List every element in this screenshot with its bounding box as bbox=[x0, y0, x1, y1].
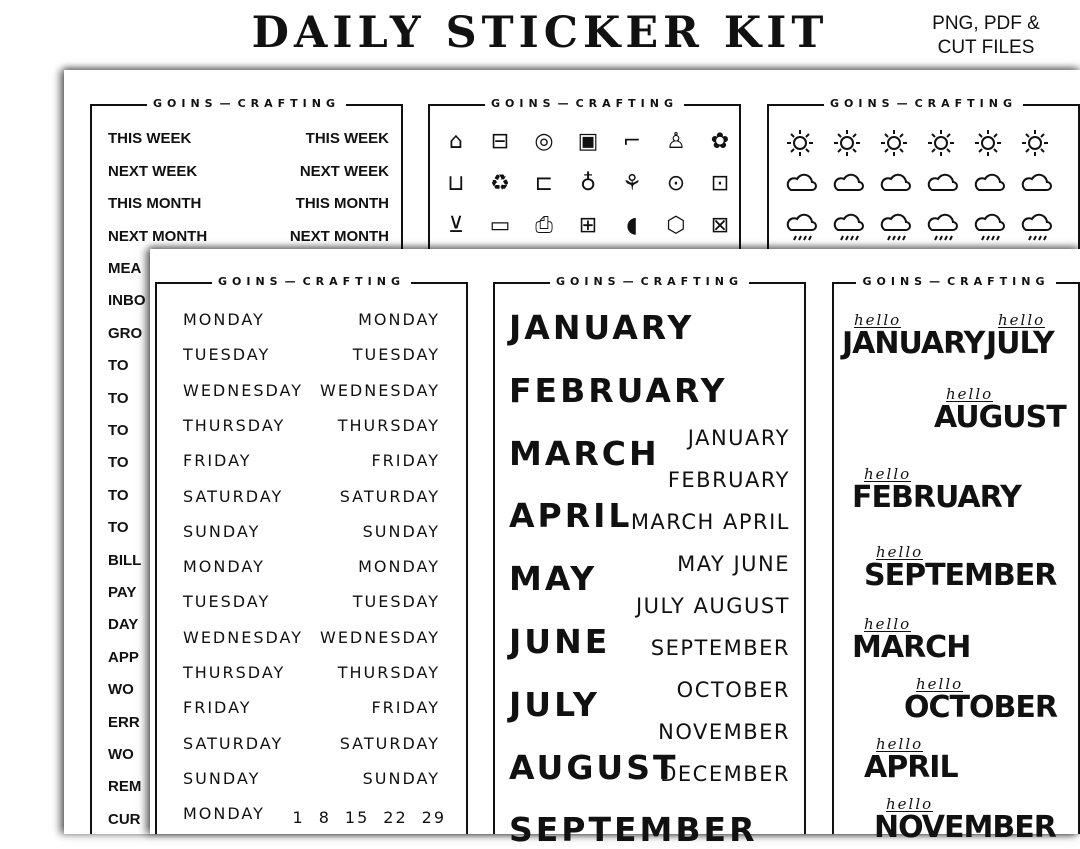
hello-script: hello bbox=[886, 795, 934, 813]
hello-script: hello bbox=[854, 311, 902, 329]
date-number: 15 bbox=[344, 808, 370, 828]
planner-row-left: TO bbox=[108, 389, 129, 407]
brand-dash: — bbox=[284, 275, 301, 288]
planner-row-left: THIS MONTH bbox=[108, 195, 202, 212]
piggy-bank-icon: ◖ bbox=[626, 213, 638, 238]
rain-icon bbox=[785, 212, 817, 242]
day-label-right: WEDNESDAY bbox=[320, 380, 440, 400]
hello-month-label: APRIL bbox=[864, 750, 958, 785]
planner-row-left: CUR bbox=[108, 810, 141, 828]
hello-month-label: JANUARY bbox=[842, 326, 985, 361]
day-label-right: SUNDAY bbox=[362, 521, 440, 541]
days-panel bbox=[155, 275, 468, 834]
day-label-left: MONDAY bbox=[183, 310, 265, 329]
hello-script: hello bbox=[916, 675, 964, 693]
day-label-right: THURSDAY bbox=[337, 415, 440, 435]
brand-right: CRAFTING bbox=[237, 97, 340, 110]
hello-script: hello bbox=[876, 735, 924, 753]
receipt-icon: ⎙ bbox=[535, 213, 553, 238]
brand-text bbox=[485, 97, 684, 110]
brand-left: GOINS bbox=[490, 97, 556, 110]
sun-icon bbox=[785, 128, 817, 158]
formats-line-2: CUT FILES bbox=[937, 37, 1035, 58]
planner-row-left: DAY bbox=[108, 616, 139, 634]
brand-label bbox=[495, 275, 804, 288]
cloud-icon bbox=[973, 170, 1005, 200]
planner-row-left: MEA bbox=[108, 260, 142, 277]
hello-month-label: OCTOBER bbox=[904, 690, 1057, 725]
day-label-left: TUESDAY bbox=[183, 345, 271, 365]
planner-row-left: TO bbox=[108, 357, 129, 375]
brand-dash: — bbox=[622, 275, 639, 288]
date-number: 1 bbox=[292, 808, 305, 828]
planner-row-left: TO bbox=[108, 422, 129, 439]
cloud-icon bbox=[879, 170, 911, 200]
date-number: 8 bbox=[318, 808, 331, 828]
vacuum-icon: ⌐ bbox=[622, 129, 642, 154]
planner-row-left: NEXT WEEK bbox=[108, 162, 198, 180]
planner-row-left: TO bbox=[108, 486, 129, 504]
car-icon: ⊡ bbox=[710, 171, 730, 196]
broom-icon: ♙ bbox=[666, 129, 686, 154]
day-label-left: FRIDAY bbox=[183, 451, 252, 471]
hello-month-label: MARCH bbox=[852, 630, 971, 665]
planner-row-right: THIS MONTH bbox=[295, 195, 389, 212]
big-month-label: APRIL bbox=[509, 496, 633, 536]
cloud-icon bbox=[832, 170, 864, 200]
big-month-label: JULY bbox=[509, 684, 600, 724]
package-icon: ⬡ bbox=[666, 213, 686, 238]
bed-icon: ⊏ bbox=[534, 171, 554, 196]
day-label-left: TUESDAY bbox=[183, 592, 271, 612]
day-label-right: THURSDAY bbox=[337, 663, 440, 682]
planner-row-left: TO bbox=[108, 519, 129, 537]
day-label-left: FRIDAY bbox=[183, 698, 252, 718]
big-month-label: MAY bbox=[509, 559, 598, 599]
formats-line-1: PNG, PDF & bbox=[932, 13, 1040, 34]
sun-icon bbox=[926, 128, 958, 158]
cart-icon: ⊻ bbox=[447, 213, 465, 238]
big-month-label: AUGUST bbox=[509, 747, 679, 787]
brand-text bbox=[856, 275, 1055, 288]
planner-row-right: NEXT MONTH bbox=[289, 227, 389, 245]
brand-left: GOINS bbox=[217, 275, 283, 288]
brand-left: GOINS bbox=[555, 275, 621, 288]
day-label-right: SATURDAY bbox=[339, 486, 440, 506]
basket-icon: ⊠ bbox=[710, 213, 730, 238]
brand-dash: — bbox=[929, 275, 946, 288]
cloud-icon bbox=[1020, 170, 1052, 200]
planner-row-right: NEXT WEEK bbox=[299, 162, 389, 180]
hello-script: hello bbox=[864, 615, 912, 633]
big-month-label: JUNE bbox=[509, 622, 611, 661]
day-label-right: FRIDAY bbox=[371, 698, 440, 718]
hello-script: hello bbox=[946, 385, 994, 403]
recycle-icon: ♻ bbox=[490, 171, 510, 196]
small-month-label: MARCH APRIL bbox=[630, 510, 790, 534]
months-panel bbox=[493, 275, 806, 849]
planner-row-left: BILL bbox=[108, 551, 142, 569]
small-month-label: FEBRUARY bbox=[667, 468, 790, 492]
plant-icon: ⚘ bbox=[622, 171, 642, 196]
hello-script: hello bbox=[864, 465, 912, 483]
day-label-right: SATURDAY bbox=[339, 733, 440, 753]
hello-month-label: JULY bbox=[986, 326, 1054, 361]
planner-row-left: REM bbox=[108, 778, 142, 796]
brand-right: CRAFTING bbox=[947, 275, 1050, 288]
hello-month-label: FEBRUARY bbox=[852, 480, 1021, 515]
small-month-label: MAY JUNE bbox=[677, 552, 790, 576]
day-label-right: TUESDAY bbox=[352, 592, 440, 612]
brand-right: CRAFTING bbox=[914, 97, 1017, 110]
front-sticker-sheet bbox=[150, 249, 1080, 849]
hello-month-label: AUGUST bbox=[934, 400, 1066, 435]
plate-icon: ◎ bbox=[534, 129, 554, 154]
date-number: 22 bbox=[383, 808, 408, 828]
brand-text bbox=[824, 97, 1023, 110]
page-title: DAILY STICKER KIT bbox=[251, 8, 829, 58]
hello-script: hello bbox=[998, 311, 1046, 329]
day-label-right: WEDNESDAY bbox=[320, 627, 440, 647]
rain-icon bbox=[832, 212, 864, 242]
hello-months-panel bbox=[832, 275, 1080, 845]
hello-script: hello bbox=[876, 543, 924, 561]
planner-row-left: INBO bbox=[108, 292, 146, 310]
brand-dash: — bbox=[219, 97, 236, 110]
small-month-label: JANUARY bbox=[687, 426, 790, 450]
brand-right: CRAFTING bbox=[575, 97, 678, 110]
brand-label bbox=[769, 97, 1078, 110]
day-label-right: FRIDAY bbox=[371, 451, 440, 471]
planner-row-left: APP bbox=[108, 648, 139, 666]
day-label-left: SATURDAY bbox=[183, 486, 284, 506]
brand-label bbox=[430, 97, 739, 110]
planner-row-right: THIS WEEK bbox=[305, 130, 389, 147]
date-numbers bbox=[279, 808, 446, 827]
planner-row-left: WO bbox=[108, 681, 134, 699]
small-month-label: NOVEMBER bbox=[658, 720, 790, 744]
brand-label bbox=[92, 97, 401, 110]
laundry-basket-icon: ⊟ bbox=[490, 129, 510, 154]
trash-icon: ⊔ bbox=[447, 171, 465, 196]
day-label-right: SUNDAY bbox=[362, 768, 440, 788]
rain-icon bbox=[879, 212, 911, 242]
hello-month-label: NOVEMBER bbox=[874, 810, 1056, 845]
planner-row-left: WO bbox=[108, 746, 134, 763]
day-label-left: WEDNESDAY bbox=[183, 627, 303, 647]
date-number: 29 bbox=[421, 808, 446, 828]
day-label-left: SUNDAY bbox=[183, 768, 261, 788]
big-month-label: MARCH bbox=[509, 433, 660, 473]
planner-row-left: ERR bbox=[108, 713, 140, 731]
small-month-label: JULY AUGUST bbox=[635, 594, 790, 618]
rain-icon bbox=[926, 212, 958, 242]
brand-left: GOINS bbox=[152, 97, 218, 110]
brand-text bbox=[550, 275, 749, 288]
sun-icon bbox=[879, 128, 911, 158]
brand-text bbox=[212, 275, 411, 288]
day-label-left: MONDAY bbox=[183, 557, 265, 577]
rain-icon bbox=[1020, 212, 1052, 242]
small-month-label: SEPTEMBER bbox=[650, 636, 790, 660]
planner-row-left: GRO bbox=[108, 324, 143, 342]
rain-icon bbox=[973, 212, 1005, 242]
planner-row-left: PAY bbox=[108, 584, 137, 601]
brand-right: CRAFTING bbox=[302, 275, 405, 288]
day-label-right: MONDAY bbox=[358, 557, 440, 577]
hello-month-label: SEPTEMBER bbox=[864, 558, 1057, 593]
day-label-left: THURSDAY bbox=[183, 415, 286, 435]
brand-label bbox=[157, 275, 466, 288]
big-month-label: FEBRUARY bbox=[509, 370, 728, 410]
big-month-label: JANUARY bbox=[509, 308, 695, 347]
day-label-left: WEDNESDAY bbox=[183, 380, 303, 400]
planner-row-left: THIS WEEK bbox=[108, 130, 192, 147]
brand-left: GOINS bbox=[829, 97, 895, 110]
credit-card-icon: ▭ bbox=[489, 213, 511, 238]
day-label-right: TUESDAY bbox=[352, 345, 440, 365]
brand-label bbox=[834, 275, 1078, 288]
flowers-icon: ✿ bbox=[710, 129, 730, 154]
day-label-left: MONDAY bbox=[183, 804, 265, 824]
location-pin-icon: ⊙ bbox=[666, 171, 686, 196]
day-label-right: MONDAY bbox=[358, 310, 440, 329]
washing-machine-icon: ▣ bbox=[577, 129, 599, 154]
brand-dash: — bbox=[557, 97, 574, 110]
big-month-label: SEPTEMBER bbox=[509, 810, 758, 849]
day-label-left: THURSDAY bbox=[183, 663, 286, 682]
sun-icon bbox=[973, 128, 1005, 158]
day-label-left: SUNDAY bbox=[183, 521, 261, 541]
planner-row-left: NEXT MONTH bbox=[108, 227, 208, 245]
cloud-icon bbox=[785, 170, 817, 200]
brand-right: CRAFTING bbox=[640, 275, 743, 288]
brand-text bbox=[147, 97, 346, 110]
formats-label bbox=[918, 12, 1054, 60]
house-icon: ⌂ bbox=[449, 129, 463, 154]
cash-icon: ⊞ bbox=[578, 213, 598, 238]
brand-dash: — bbox=[896, 97, 913, 110]
day-label-left: SATURDAY bbox=[183, 733, 284, 753]
small-month-label: OCTOBER bbox=[676, 678, 790, 702]
planner-row-left: TO bbox=[108, 454, 129, 472]
brand-left: GOINS bbox=[862, 275, 928, 288]
small-month-label: DECEMBER bbox=[660, 762, 790, 786]
cloud-icon bbox=[926, 170, 958, 200]
sun-icon bbox=[832, 128, 864, 158]
sun-icon bbox=[1020, 128, 1052, 158]
lightbulb-icon: ♁ bbox=[579, 171, 597, 196]
